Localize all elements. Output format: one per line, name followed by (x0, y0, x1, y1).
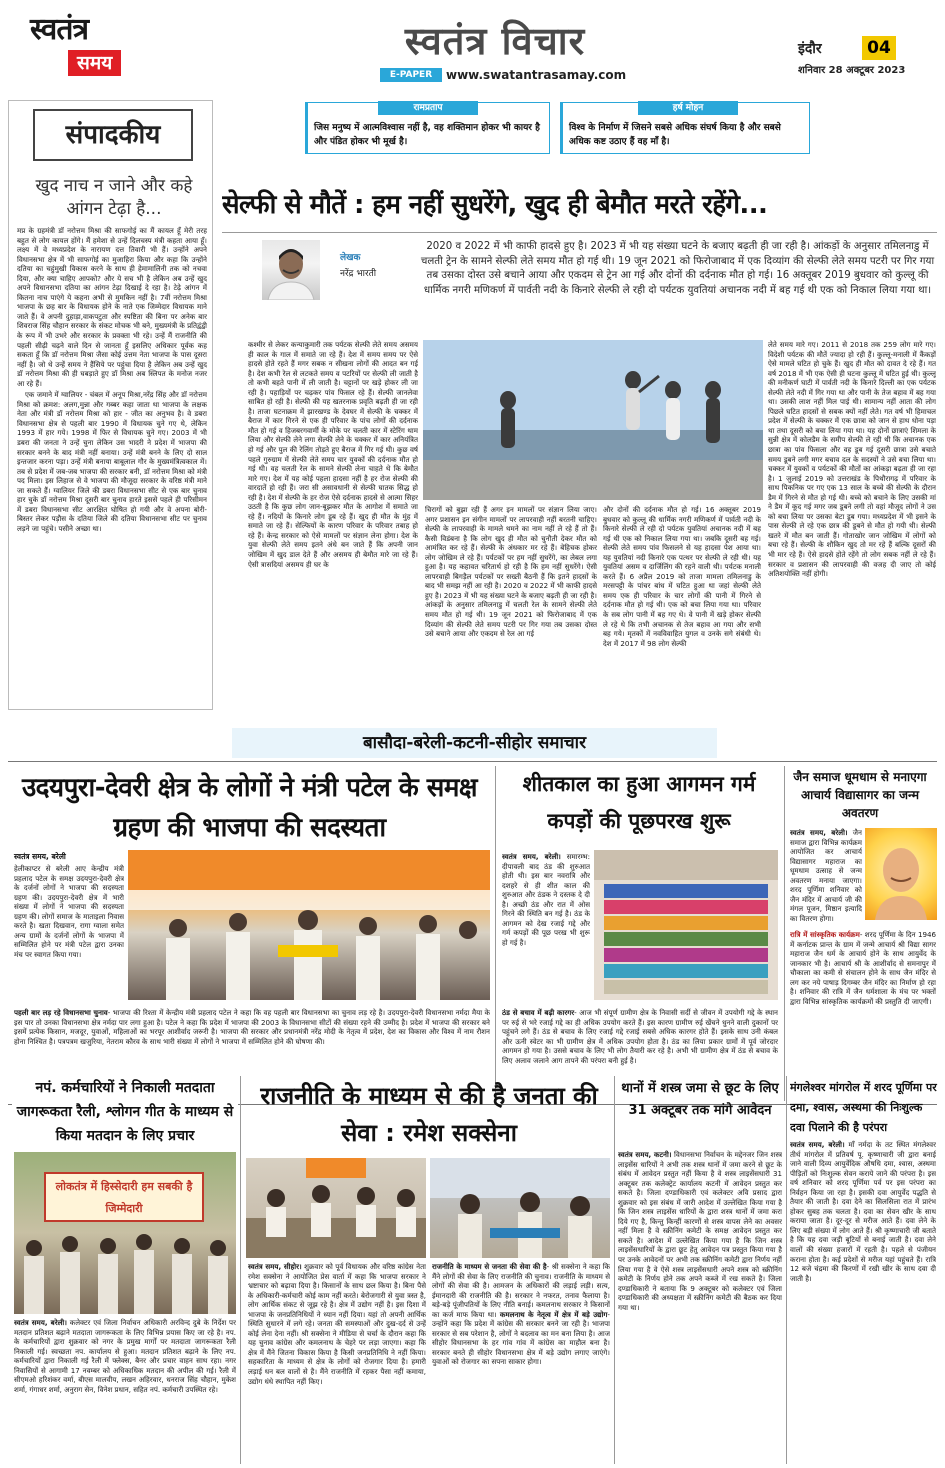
logo (30, 14, 140, 84)
news7-body (790, 1140, 936, 1462)
news1-photo (128, 850, 490, 1000)
news3-sub (790, 930, 936, 1100)
news4-body-text: कलेक्टर एवं जिला निर्वाचन अधिकारी अरविन्द दुबे के निर्देश पर मतदान प्रतिशत बढ़ाने मतदाता जागरूकता के लिए विभिन्न प्रयास किए जा रहे है। नप. के कर्मचारियों द्वारा शुक्रवार को नगर के प्रमुख मार्गों पर मतदाता जागरूकता रैली निकाली गई। स्वच्छता नप. कार्यालय से हुआ। मतदान प्रतिशत बढ़ाने के लिए नप. कर्मचारियों द्वारा निकाली गई रैली में फ्लेक्स, बैनर और प्रचार वाहन साथ रहा। नगर निवासियों से आगामी 17 नवम्बर को अधिकाधिक मतदान की अपील की गई। रैली में सीएमओ हरिशंकर वर्मा, बीएस मालवीय, लखन अहिरवार, धनराज सिंह चौहान, मुकेश शर्मा, गंगाधर शर्मा, अनुराग सेन, विनेश प्रधान, सहित नपं. कर्मचारी उपस्थित रहे। (14, 1318, 236, 1394)
quote-author: रामप्रताप (378, 101, 478, 115)
news1-byline: स्वतंत्र समय, बरेली (14, 852, 66, 861)
selfie-photo (423, 340, 763, 500)
section-rule (8, 761, 937, 762)
news3-photo (865, 828, 937, 920)
lead-column-3: और दोनों की दर्दनाक मौत हो गई। 16 अक्तूबर 2019 बुधवार को कुल्लू की धार्मिक नगरी मणिकर्ण में पार्वती नदी के किनारे सेल्फी ले रही दो पर्यटक युवतियां अचानक नदी में बह गई थी एक को निकाल लिया गया था। जबकि दूसरी बह गई। सेल्फी लेते समय पांव फिसलने से यह हादसा पेश आया था। यह युवतियां नदी किनारे एक पत्थर पर सेल्फी ले रही थी। यह युवतियां असम व दार्जिलिंग की रहने वाली थी। पर्यटक मनाली करते हैं। 6 अप्रैल 2019 को ताजा मामला तमिलनाडु के मरसपट्टी के पांचर बांध में घटित हुआ था जहां सेल्फी लेते समय एक ही परिवार के चार लोगों की पानी में गिरने से दर्दनाक मौत हो गई थी। एक को बचा लिया गया था। परिवार के सब लोग पानी में बह गए थे। वे पानी में खड़े होकर सेल्फी ले रहे थे कि तभी अचानक से तेज बहाव आ गया और सभी बह गये। मृतकों में नवविवाहित युगल व उनके सगे संबंधी थे। देश में 2017 में 98 लोग सेल्फी (603, 505, 761, 648)
news1-subhead: पहली बार लड़ रहे विधानसभा चुनाव (14, 1008, 108, 1017)
news5-byline: स्वतंत्र समय, सीहोर। (248, 1262, 302, 1271)
divider (784, 766, 785, 1101)
news4-photo (14, 1152, 236, 1314)
news5-sub-body: - श्री सक्सेना ने कहा कि मैंने लोगों की सेवा के लिए राजनीति की चुनाव। राजनीति के माध्यम से लोगों की सेवा की है। आमजन के अधिकारों की लड़ाई लड़ी। सत्य, ईमानदारी की राजनीति की है। सरकार ने नफरत, तनाव फैलाया है। बड़े-बड़े पूंजीपतियों के लिए नीति बनाई। कमलनाथ सरकार ने किसानों का कर्ज माफ किया था। (432, 1262, 610, 1319)
editorial-para-1: मप्र के ग्रहमंत्री डॉ नरोत्तम मिश्रा की साफगोई का मैं कायल हूँ मेरी तरह बहुत से लोग कायल होंगे। मैं हमेशा से उन्हें दिलचस्प मंत्री कहता आया हूँ। लक्ष्य में वे मध्यप्रदेश के नारायण दत्त तिवारी भी हैं। उन्होंने अपने विधानसभा क्षेत्र में भी साफगोई का मुजाहिरा किया और कहा कि उन्होंने दतिया का चहुंमुखी विकास करने के साथ ही हेमामालिनी तक को नचवा दिया, और क्या चाहिए आपको? और ये सच भी है लेकिन अब उन्हें खुद अपने विधानसभा दतिया का आंगन टेढ़ा दिखाई दे रहा है। टेढ़े आंगन में कितना नाच पाएंगे ये कहना अभी से मुमकिन नहीं है। 7वीं नरोत्तम मिश्रा भाजपा के छह बार के विधायक होने के नाते एक जिम्मेदार विधायक माने जाते हैं। वे अपनी दुहाड़ा,वाकपटुता और स्पष्टिता की बिना पर अनेक बार शिवराज सिंह चौहान सरकार के संकट मोचक भी बने, मुख्यमंत्री के प्रतिद्वंद्वी के रूप में भी उभरे और सरकार के प्रवक्ता भी रहे। उन्हें मैं राजनीति की पहली सीढ़ी चढ़ने वाले दिन से जानता हूँ इसलिए अधिकार पूर्वक कह सकता हूँ कि डॉ नरोत्तम मिश्रा जैसा कोई उत्तम नेता भाजपा के पास दूसरा नहीं है। जो थे उन्हें समय ने हैंसिये पर पहुंचा दिया है लेकिन अब उन्हें खुद डॉ नरोत्तम मिश्रा की ही घबड़ाते हुए डॉ मिश्रा अब स्लिपत के मनोज नजर आ रहे हैं। (17, 226, 207, 388)
section-banner (232, 728, 717, 758)
lead-rule (222, 232, 937, 233)
author-photo (262, 240, 320, 300)
lead-column-2: चिरागों को बुझा रही हैं अगर इन मामलों पर संज्ञान लिया जाए। अगर प्रशासन इन संगीन मामलों पर लापरवाही नहीं बरतनी चाहिए। सेल्फी के लापरवाही के मामले थमने का नाम नहीं ले रहे हैं तो हैं। कैसी विडंबना है कि लोग खुद ही मौत को चुनौती देकर मौत को आमंत्रित कर रहे हैं। सेल्फी के अंधकार मर रहे हैं। बेहिचक होकर लोग जोखिम ले रहे हैं। पर्यटकों पर हम नहीं सुधरेंगे, का लेबल लगा हुआ है। यह कहावत चरितार्थ हो रही है कि हम नहीं सुधरेंगे। ऐसी लापरवाही बिगड़ैल पर्यटकों पर सख्ती बैठनी हैं कि इतने हादसों के बाद भी समझ नहीं आ रही है। 2020 व 2022 में भी काफी हादसे हुए है। 2023 में भी यह संख्या घटने के बजाए बढ़ती ही जा रही है। आंकड़ों के अनुसार तमिलनाडु में चलती रेल के सामने सेल्फी लेते समय मौत हो गई थी। 19 जून 2021 को फिरोजाबाद में एक दिव्यांग की सेल्फी लेते समय पटरी पर गिर गया तब उसका दोस्त उसे बचाने आया और एकदम से रेल आ गई (425, 505, 597, 639)
editorial-column (8, 100, 213, 710)
editorial-body (17, 226, 207, 706)
divider (614, 1076, 615, 1464)
editorial-para-2: एक जमाने में ग्वालियर - चंबल में अनूप मिश्रा,नरेंद्र सिंह और डॉ नरोत्तम मिश्रा को क्रमश: अलग,मुन्ना और गब्बर कहा जाता था भाजपा के लक्षक नेता और मंत्री डॉ नरोत्तम मिश्रा को हार - जीत का अनुभव है। वे डबरा विधानसभा क्षेत्र से पहली बार 1990 में विधायक चुने गए थे, लेकिन 1993 में हार गये। 1998 में फिर से विधायक चुने गए। 2003 में भी डबरा की जनता ने उन्हें चुना लेकिन उस भादरी ने प्रदेश में भाजपा की सरकार बनने के बाद मंत्री नहीं बनाया। उन्हें मंत्री बनने के लिए दो साल इन्तजार करना पड़ा। उन्हें मंत्री बनाया बाबूलाल गौर के मुख्यमंत्रित्वकाल में। तब से प्रदेश में जब-जब भाजपा की सरकार बनी, डॉ नरोत्तम मिश्रा को मंत्री पद मिला। इस लिहाज से वे भाजपा की मौजूदा सरकार के वरिष्ठ मंत्री माने जा सकते हैं। ग्वालियर जिले की डबरा विधानसभा सीट से एक बार चुनाव हार चुके डॉ नरोत्तम मिश्रा दूसरी बार चुनाव हारते इससे पहले ही परिसीमन में डबरा विधानसभा सीट आरक्षित घोषित हो गयी और वे अपना बोरी-बिस्तर लेकर पड़ौस के दतिया जिले की दतिया विधानसभा सीट पर चुनाव लड़ने जा पहुंचे। पसीने अच्छा था। (17, 390, 207, 533)
news2-sub-body: - आज भी संपूर्ण ग्रामीण क्षेत्र के निवासी सर्दी से जीवन में उपयोगी गद्दे के स्थान पर रुई से भरे रजाई गद्दे का ही अधिक उपयोग करते हैं। इस कारण ग्रामीण रुई खेंचने धुनने वाली दुकानों पर पहुंचने लगे हैं। ठंड से बचाव के लिए रजाई गद्दे रजाई सबसे अधिक कारगर होते हैं। इसके साथ उनी कंबल और ऊनी स्वेटर का भी ग्रामीण क्षेत्र में अधिक उपयोग होता है। ठंड का लिया प्रकार ग्रामों में पूर्व जोरदार आगमन हो गया है। उससे बचाव के लिए भी लोग तैयारी कर रहे है। अभी भी ग्रामीण क्षेत्र में ठंड से बचाव के लिए अलाव जलाने आग तापने की परंपरा बनी हुई है। (502, 1008, 778, 1065)
news1-headline: उदयपुरा-देवरी क्षेत्र के लोगों ने मंत्री पटेल के समक्ष ग्रहण की भाजपा की सदस्यता (21, 773, 478, 843)
news2-body (502, 852, 590, 1002)
news2-photo (594, 850, 778, 1000)
news5-photo-1 (246, 1158, 426, 1258)
news5-headline: राजनीति के माध्यम से की है जनता की सेवा : रमेश सक्सेना (260, 1082, 598, 1147)
news5-subhead: राजनीति के माध्यम से जनता की सेवा की है (432, 1262, 547, 1271)
divider (240, 1076, 241, 1464)
lead-intro: 2020 व 2022 में भी काफी हादसे हुए है। 2023 में भी यह संख्या घटने के बजाए बढ़ती ही जा रही है। आंकड़ों के अनुसार तमिलनाडु में चलती ट्रेन के सामने सेल्फी लेते समय मौत हो गई थी। 19 जून 2021 को फिरोजाबाद में एक दिव्यांग की सेल्फी लेते समय पटरी पर गिर गया तब उसका दोस्त उसे बचाने आया और एकदम से ट्रेन आ गई और दोनों की दर्दनाक मौत हो गई। 16 अक्तूबर 2019 बुधवार को कुल्लू की धार्मिक नगरी मणिकर्ण में पार्वती नदी के किनारे सेल्फी ले रही दो पर्यटक युवतियां अचानक नदी में बह गई थी एक को निकाल लिया गया था। (420, 241, 935, 296)
news6-byline: स्वतंत्र समय, कटनी। (618, 1150, 672, 1159)
quote-box-2 (560, 102, 810, 154)
news2-byline: स्वतंत्र समय, बरेली। (502, 852, 561, 861)
news4-headline: नपं. कर्मचारियों ने निकाली मतदाता जागरूकता रैली, श्लोगन गीत के माध्यम से किया मतदान के लिए प्रचार (12, 1076, 238, 1148)
page-number: 04 (862, 36, 896, 60)
website-link[interactable]: www.swatantrasamay.com (446, 68, 627, 82)
news3-subhead: रात्रि में सांस्कृतिक कार्यक्रम (790, 930, 860, 939)
news5-body-text: शुक्रवार को पूर्व विधायक और वरिष्ठ कांग्रेस नेता रमेश सक्सेना ने आयोजित प्रेस वार्ता में कहा कि भाजपा सरकार ने भ्रष्टाचार को बढ़ावा दिया है। किसानों के साथ छल किया है। बिना पैसे के अधिकारी-कर्मचारी कोई काम नहीं करते। बेरोजगारी से युवा त्रस्त है, लोग आर्थिक संकट से जूझ रहे है। क्षेत्र में उद्योग नहीं है। इस दिशा में भाजपा के जनप्रतिनिधियों ने ध्यान नहीं दिया। यहां तो अपनी आर्थिक स्थिति सुधारने में लगे रहे। जनता की समस्याओं और दुख-दर्द से उन्हें कोई लेना देना नहीं। श्री सक्सेना ने मीडिया से चर्चा के दौरान कहा कि यह चुनाव कांग्रेस और कमलनाथ के चेहरे पर लड़ा जाएगा। कहा कि क्षेत्र में मैंने जितना विकास किया है किसी जनप्रतिनिधि ने नहीं किया। सहकारिता के माध्यम से क्षेत्र के लोगों को रोजगार दिया है। हमारी लड़ाई धन बल वालों से है। मैंने राजनीति में रहकर पैसा नहीं कमाया, उद्योग धंधे स्थापित नहीं किए। (248, 1262, 426, 1386)
quote-text: विश्व के निर्माण में जिसने सबसे अधिक संघर्ष किया है और सबसे अधिक कष्ट उठाए हैं वह माँ है। (569, 123, 781, 147)
quote-box-1 (305, 102, 550, 154)
news7-headline: मंगलेश्वर मांगरोल में शरद पूर्णिमा पर दमा, श्वास, अस्थमा की निःशुल्क दवा पिलाने की है परंपरा (790, 1081, 937, 1134)
lead-column-1: कश्मीर से लेकर कन्याकुमारी तक पर्यटक सेल्फी लेते समय असमय ही काल के गाल में समाते जा रहे हैं। देश में समय समय पर ऐसे हादसे होते रहते हैं मगर सबक न सीखना लोगों की आदत बन गई है। देश कभी रेल से लटकते समय व पटरियों पर सेल्फी ली जाती है तो कभी बहते पानी में ली जाती है। चट्टानों पर खड़े होकर ली जा रही है। पहाड़ियों पर चढ़कर पांव फिसल रहे हैं। सेल्फी जानलेवा साबित हो रही है। सेल्फी की यह खतरनाक प्रवृति बढ़ती ही जा रही है। ताजा घटनाक्रम में झारखण्ड के देवघर में सेल्फी के चक्कर में बैराज में कार गिरने से एक ही परिवार के पांच लोगों की दर्दनाक मौत हो गई व हिजबरगवार्मी के मोके पर चलती कार में स्टेरिंग थाम लिया और सेल्फी लेने लगा सेल्फी लेने के चक्कर में कार अनियंत्रित हो गई और पुल की रेलिंग तोड़ते हुए बैराज में गिर गई थी। कुछ वर्ष पहले गुरुग्राम में सेल्फी लेते समय चार युवकों की दर्दनाक मौत हो गई थी। वह चलती रेल के सामने सेल्फी लेना चाहते थे कि बेमौत मारे गए। देश में यह कोई पहला हादसा नहीं है हर रोज सेल्फी की वारदातें हो रही हैं। जरा सी असावधानी से सेल्फी घातक सिद्ध हो रही है। देश में सेल्फी के हर रोज ऐसे दर्दनाक हादसे से आत्मा सिहर उठती है कि कुछ लोग जान-बूझकर मौत के आगोश में समाते जा रहे हैं। नदियों के किनारे लोग डूब रहे हैं। खुद ही मौत के मुंह में समाते जा रहे हैं। सेल्फियों के कारण परिवार के परिवार तबाह हो रहे हैं। केन्द्र सरकार को ऐसे मामलों पर संज्ञान लेना होगा। देश के युवा सेल्फी लेते समय इतने अंधे बन जाते हैं कि अपनी जान जोखिम में खुद डाल देते हैं और असमय ही बेमौत मारे जा रहे हैं। ऐसी त्रासदियां असमय ही घर के (248, 340, 418, 569)
news6-body-text: विधानसभा निर्वाचन के मद्देनजर जिन शस्त्र लाइसेंस धारियों ने अभी तक शस्त्र थानों में जमा करने से छूट के संबंध में आवेदन प्रस्तुत नहीं किया है वे शस्त्र लाइसेंसधारी 31 अक्टूबर तक कलेक्ट्रेट कार्यालय कटनी में आवेदन प्रस्तुत कर सकते है। जिला दण्डाधिकारी एवं कलेक्टर अवि प्रसाद द्वारा शुक्रवार को इस संबंध में जारी आदेश में उल्लेखित किया गया है कि जिन शस्त्र लाइसेंस धारियों के द्वारा शस्त्र थानों में जमा करा दिये गए है, किन्तु किन्हीं कारणों से शस्त्र वापस लेने का अवसर नहीं मिला है वे स्क्रीनिंग कमेटी के समक्ष आवेदन प्रस्तुत कर सकते है। आदेश में उल्लेखित किया गया है कि जिन शस्त्र लाइसेंसधारियों के द्वारा छूट हेतु आवेदन पत्र प्रस्तुत किया गया है पर उनके आवेदनों पर अभी तक स्क्रीनिंग कमेटी द्वारा निर्णय नहीं लिया गया है वे ऐसे शस्त्र लाइसेंसधारी अपने शस्त्र को स्क्रीनिंग कमेटी के निर्णय होने तक अपने कब्जे में रख सकते है। जिला दण्डाधिकारी ने बताया कि 9 अक्टूबर को कलेक्टर एवं जिला दण्डाधिकारी की अध्यक्षता में स्क्रीनिंग कमेटी की बैठक कर दिया गया था। (618, 1150, 782, 1312)
news5-sub2-body: - उन्होंने कहा कि प्रदेश में कांग्रेस की सरकार बनने जा रही है। भाजपा सरकार से सब परेशान है, लोगों ने बदलाव का मन बना लिया है। आज सीहोर विधानसभा के हर गांव गांव में कांग्रेस का माहौल बना है। सरकार बनते ही सीहोर विधानसभा क्षेत्र में बड़े उद्योग लगाए जाएंगे। युवाओं को रोजगार का सपना साकार होगा। (432, 1309, 610, 1367)
news4-byline: स्वतंत्र समय, बरेली। (14, 1318, 67, 1327)
quote-author: हर्ष मोहन (638, 101, 738, 115)
masthead-title: स्वतंत्र विचार (404, 19, 586, 63)
lead-column-4: लेते समय मारे गए। 2011 से 2018 तक 259 लोग मारे गए। विदेशी पर्यटक की मौतें ज्यादा हो रही हैं। कुल्लू-मनाली में कैंकड़ों ऐसे मामले घटित हो चुके हैं। खुद ही मौत को दावत दे रहे हैं। गत वर्ष 2018 में भी एक ऐसी ही घटना कुल्लू में घटित हुई थी। कुल्लू की मनीकर्ण घाटी में पार्वती नदी के किनारे दिल्ली का एक पर्यटक सेल्फी लेते नदी में गिर गया था और पानी के तेज बहाव में बह गया था। उसकी लाश नहीं मिल पाई थी। सामान्य नहीं आता की लोग पिछले घटित हादसों से सबक क्यों नहीं लेते। गत वर्ष भी हिमाचल प्रदेश में सेल्फी के चक्कर में एक छात्रा को जान से हाथ धोना पड़ा था तथा दूसरी को बचा लिया गया था। यह दोनों छात्राएं शिमला के सुन्नी क्षेत्र में कोलडैम के समीप सेल्फी ले रही थी कि अचानक एक छात्रा का पांव फिसला और वह डूब गई दूसरी छात्रा उसे बचाते समय डूबने लगी मगर बचाव दल के सदस्यों ने उसे बचा लिया था। चक्कर में युवकों व पर्यटकों की मौतों का आंकड़ा बढ़ता ही जा रहा है। 1 जुलाई 2019 को उत्तराखंड के पिथौरागढ़ में परिवार के साथ पिकनिक पर गए एक 13 साल के बच्चे की सेल्फी के दौरान डैम में गिरने से मौत हो गई थी। बच्चे को बचाने के लिए उसकी मां ने डैम में कूद गई मगर जब डूबने लगी तो वहां मौजूद लोगों ने उस को बचा लिया पर उसका बेटा डूब गया। मध्यप्रदेश में भी इसने के पास सेल्फी ले रहे एक छात्र की डूबने से मौत हो गयी थी। सेल्फी खतरे में मौत बन जाती हैं। गोताखोर जान जोखिम में लोगों को बचा रहे हैं। सेल्फी के शौकिन खुद तो मर रहे हैं बल्कि दूसरों की भी मार रहे हैं। ऐसे हादसे होते रहेंगे तो लोग सबक नहीं ले रहे हैं। सरकार व प्रशासन की लापरवाही की वजह दी जाए तो कोई अतिशयोक्ति नहीं होगी। (768, 340, 936, 579)
author-name: नरेंद्र भारती (340, 269, 377, 279)
news3-body (790, 828, 862, 928)
news2-headline: शीतकाल का हुआ आगमन गर्म कपड़ों की पूछपरख शुरू (522, 772, 756, 833)
masthead (0, 0, 945, 92)
editorial-label: संपादकीय (33, 109, 193, 161)
news3-body-text: जैन समाज द्वारा विभिन्न कार्यक्रम आयोजित कर आचार्य विद्यासागर महाराज का धूमधाम उत्साह से जन्म अवतरण मनाया जाएगा। शरद पूर्णिमा शनिवार को जैन मंदिर में आचार्य जी की मंगल पूजन, मिष्ठान इत्यादि का वितरण होगा। (790, 828, 862, 923)
news3-headline: जैन समाज धूमधाम से मनाएगा आचार्य विद्यासागर का जन्म अवतरण (793, 770, 927, 820)
news6-headline: थानों में शस्त्र जमा से छूट के लिए 31 अक्टूबर तक मांगे आवेदन (621, 1081, 779, 1118)
news5-subhead-2: कमलनाथ के नेतृत्व में क्षेत्र में बड़े उद्योग (499, 1309, 608, 1319)
section-banner-text: बासौदा-बरेली-कटनी-सीहोर समाचार (362, 733, 587, 753)
news7-body-text: माँ नर्मदा के तट स्थित मंगलेश्वर तीर्थ मांगरोल में प्रतिवर्ष पू. कृष्णाचारी जी द्वारा बनाई जाने वाली दिव्य आयुर्वेदिक औषधि दमा, श्वास, अस्थमा पीड़ितों को निःशुल्क सेवन कराये जाने की परंपरा है। इस वर्ष शनिवार को शरद पूर्णिमा पर्व पर इस परंपरा का निर्वहन किया जा रहा है। इसकी दवा आयुर्वेद पद्धति से तैयार की जाती है। दवा देने का सिलसिला रात में प्रारंभ होकर सुबह तक चलता है। दवा का सेवन खीर के साथ कराया जाता है। दूर-दूर से मरीज आते हैं। दवा लेने के लिए बड़ी संख्या में लोग आते हैं। श्री कृष्णाचारी जी बताते है कि यह दवा जड़ी बूटियों से बनाई जाती है। दवा लेने वालों की संख्या हजारों में रहती है। पहले से पंजीयन कराना होता है। कई प्रदेशों से मरीज यहां पहुंचते हैं। रात्रि 12 बजे चंद्रमा की किरणों में रखी खीर के साथ दवा दी जाती है। (790, 1140, 936, 1283)
news5-body (248, 1262, 426, 1462)
news2-body-text: समारम्भ: दीपावली बाद ठंड की शुरुआत होती थी। इस बार नवरात्रि और दशहरे से ही शीत काल की शुरुआत और ठंडक ने दस्तक दे दी है। अच्छी ठंड और रात में ओस गिरने की स्थिति बन गई है। ठंड के आगमन को देख रजाई गद्दे और गर्म कपड़ों की पूछ परख भी शुरू हो गई है। (502, 852, 590, 947)
news4-body (14, 1318, 236, 1463)
lead-headline: सेल्फी से मौतें : हम नहीं सुधरेंगे, खुद ही बेमौत मरते रहेंगे... (222, 190, 768, 220)
editorial-headline: खुद नाच न जाने और कहे आंगन टेढ़ा है... (35, 176, 193, 219)
divider (495, 766, 496, 1101)
news1-body: हेलीकाप्टर से बरेली आए केन्द्रीय मंत्री प्रहलाद पटेल के समक्ष उदयपुरा-देवरी क्षेत्र के दर्जनों लोगों ने भाजपा की सदस्यता ग्रहण की। उदयपुरा-देवरी क्षेत्र में भारी संख्या में लोगों ने भाजपा की सदस्यता ग्रहण की। लोगों समाज के माताइला निवास करते है। खता दिखवान, रागा ग्वाला समेत अन्य ग्रामों के दर्जनों लोगों के भाजपा में सम्मिलित होने पर मंत्री पटेल द्वारा उनका मंच पर स्वागत किया गया। (14, 864, 124, 959)
news7-byline: स्वतंत्र समय, बरेली। (790, 1140, 845, 1149)
date: शनिवार 28 अक्टूबर 2023 (798, 65, 906, 76)
news5-sub (432, 1262, 610, 1462)
news4-banner-text: लोकतंत्र में हिस्सेदारी हम सबकी है जिम्मेदारी (55, 1180, 193, 1215)
epaper-label: E-PAPER (380, 68, 442, 82)
quote-text: जिस मनुष्य में आत्मविश्वास नहीं है, वह शक्तिमान होकर भी कायर है और पंडित होकर भी मूर्ख है। (314, 123, 540, 147)
news2-subhead: ठंड से बचाव में बढ़ी कारगर (502, 1008, 575, 1017)
news3-byline: स्वतंत्र समय, बरेली। (790, 828, 848, 837)
news6-body (618, 1150, 782, 1462)
news5-photo-2 (430, 1158, 610, 1258)
author-label: लेखक (340, 253, 361, 263)
logo-line2: समय (68, 50, 121, 76)
city-label: इंदौर (798, 41, 822, 57)
news1-sub-body: - भाजपा की रिश्ता में केन्द्रीय मंत्री प्रहलाद पटेल ने कहा कि वह पहली बार विधानसभा का चुनाव लड़ रहे है। उदयपुरा-देवरी विधानसभा नर्मदा मैया के इस पार तो उनका विधानसभा क्षेत्र नर्मदा पार लगा हुआ है। पटेल ने कहा कि प्रदेश में भाजपा की 2003 के विधानसभा सीटों की संख्या रहने की उम्मीद है। प्रदेश में भाजपा की सरकार बने इसमें प्रत्येक किसान, मजदूर, युवाओं, महिलाओं का भरपूर आशीर्वाद जरूरी है। भाजपा की सरकार और प्रधानमंत्री नरेंद्र मोदी के नेतृत्व में प्रदेश, देश का विकास और विश्व में नाम रौशन होना निश्चित है। पत्रपत्रम खजुरिया, नेतराम कौरव के साथ भारी संख्या में लोगों ने भाजपा में सम्मिलित होने की घोषणा की। (14, 1008, 490, 1046)
divider (786, 1076, 787, 1464)
logo-line1: स्वतंत्र (30, 12, 89, 47)
news3-sub-body: - शरद पूर्णिमा के दिन 1946 में कर्नाटक प्रान्त के ग्राम में जन्मे आचार्य श्री विद्या सागर महाराज जैन धर्म के आचार्य होने के साथ आयुर्वेद के जानकार भी है। आचार्य श्री के आशीर्वाद से समनापुर में चौकाला का कमी से संचालन होने के साथ जैन मंदिर से लग कर नये पाषाड़ दिगम्बर जैन मंदिर का निर्माण हो रहा है। शनिवार की रात्रि में जैन धर्मशाला के मंच पर भक्तों द्वारा विभिन्न सांस्कृतिक कार्यक्रमों की प्रस्तुति दी जाएगी। (790, 930, 936, 1006)
